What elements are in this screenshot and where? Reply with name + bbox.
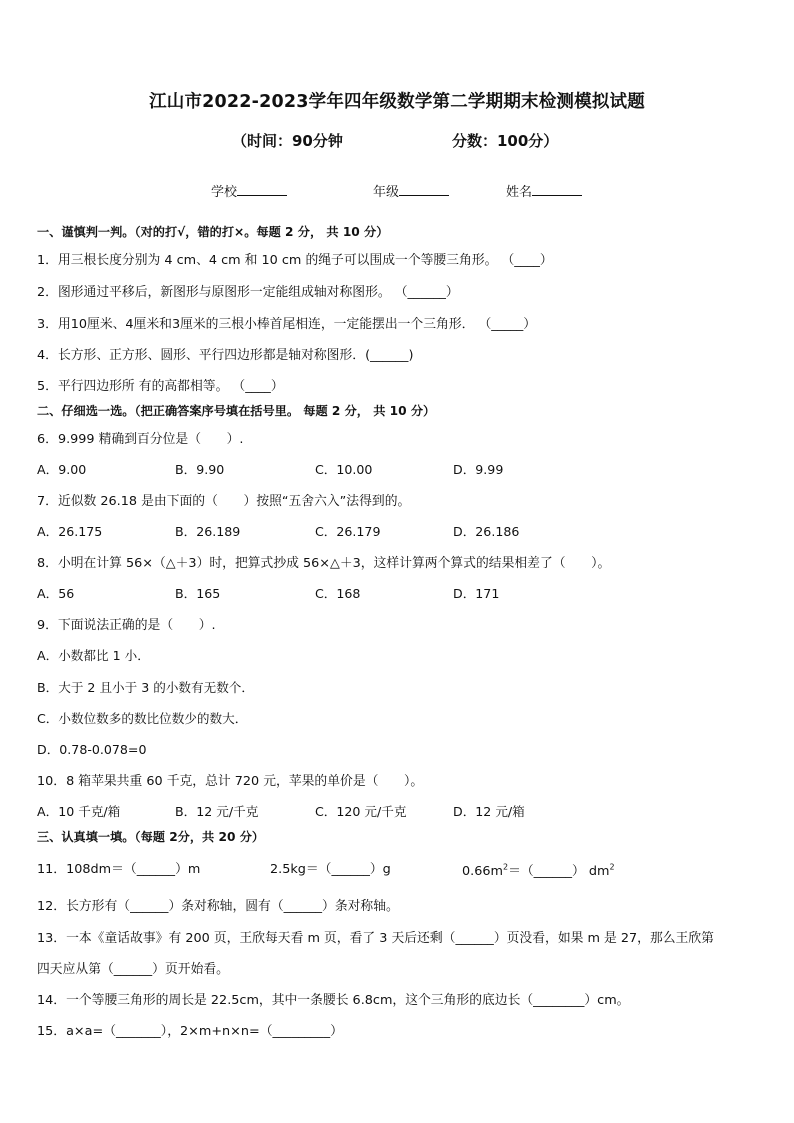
question-3: 3．用10厘米、4厘米和3厘米的三根小棒首尾相连，一定能摆出一个三角形． （_____） [37, 317, 537, 332]
grade-field [373, 181, 449, 200]
name-blank[interactable] [532, 182, 582, 196]
question-8: 8．小明在计算 56×（△＋3）时，把算式抄成 56×△＋3，这样计算两个算式的结果相差了（ ）。 [37, 556, 611, 571]
q6-option-a: A．9.00 [37, 462, 87, 477]
section1-heading: 一、谨慎判一判。（对的打√，错的打×。每题 2 分， 共 10 分） [37, 225, 389, 239]
school-field [211, 181, 287, 200]
q7-option-a: A．26.175 [37, 524, 103, 539]
school-blank[interactable] [237, 182, 287, 196]
question-11c [462, 860, 615, 879]
question-13-line2: 四天应从第（______）页开始看。 [37, 962, 229, 977]
q10-option-b: B．12 元/千克 [175, 804, 259, 819]
q10-option-c: C．120 元/千克 [315, 804, 407, 819]
name-field [506, 181, 582, 200]
question-4: 4．长方形、正方形、圆形、平行四边形都是轴对称图形．(______) [37, 348, 414, 363]
q7-option-b: B．26.189 [175, 524, 241, 539]
question-13-line1: 13．一本《童话故事》有 200 页，王欣每天看 m 页，看了 3 天后还剩（______）页没看，如果 m 是 27，那么王欣第 [37, 931, 714, 946]
question-9: 9．下面说法正确的是（ ）. [37, 618, 216, 633]
q11c-sup-2: 2 [609, 862, 615, 872]
question-2: 2．图形通过平移后，新图形与原图形一定能组成轴对称图形。 （______） [37, 285, 459, 300]
q10-option-a: A．10 千克/箱 [37, 804, 121, 819]
q6-option-b: B．9.90 [175, 462, 225, 477]
q9-option-c: C．小数位数多的数比位数少的数大． [37, 711, 248, 726]
grade-label: 年级 [373, 185, 400, 200]
q7-option-c: C．26.179 [315, 524, 381, 539]
question-5: 5．平行四边形所 有的高都相等。 （____） [37, 379, 284, 394]
q6-option-d: D．9.99 [453, 462, 504, 477]
question-11a: 11．108dm＝（______）m [37, 862, 201, 877]
q7-option-d: D．26.186 [453, 524, 520, 539]
school-label: 学校 [211, 185, 238, 200]
question-7: 7．近似数 26.18 是由下面的（ ）按照“五舍六入”法得到的。 [37, 494, 411, 509]
q11c-sup-1: 2 [502, 862, 509, 872]
question-14: 14．一个等腰三角形的周长是 22.5cm，其中一条腰长 6.8cm，这个三角形的底边长（________）cm。 [37, 993, 630, 1008]
question-12: 12．长方形有（______）条对称轴，圆有（______）条对称轴。 [37, 899, 399, 914]
q8-option-a: A．56 [37, 586, 75, 601]
q9-option-d: D．0.78-0.078=0 [37, 742, 147, 757]
section2-heading: 二、仔细选一选。（把正确答案序号填在括号里。 每题 2 分， 共 10 分） [37, 404, 436, 418]
q8-option-d: D．171 [453, 586, 500, 601]
exam-title: 江山市2022-2023学年四年级数学第二学期期末检测模拟试题 [149, 92, 645, 112]
q8-option-b: B．165 [175, 586, 221, 601]
q6-option-c: C．10.00 [315, 462, 373, 477]
score-label: 分数：100分） [452, 132, 559, 150]
q9-option-b: B．大于 2 且小于 3 的小数有无数个． [37, 680, 254, 695]
q10-option-d: D．12 元/箱 [453, 804, 525, 819]
question-11b: 2.5kg＝（______）g [270, 862, 391, 877]
q11c-prefix: 0.66m [462, 864, 503, 879]
time-label: （时间：90分钟 [232, 132, 343, 150]
name-label: 姓名 [506, 185, 533, 200]
q9-option-a: A．小数都比 1 小． [37, 648, 150, 663]
grade-blank[interactable] [399, 182, 449, 196]
question-15: 15．a×a=（_______），2×m+n×n=（_________） [37, 1024, 343, 1039]
q8-option-c: C．168 [315, 586, 361, 601]
section3-heading: 三、认真填一填。（每题 2分，共 20 分） [37, 830, 265, 844]
question-6: 6．9.999 精确到百分位是（ ）. [37, 432, 244, 447]
question-10: 10．8 箱苹果共重 60 千克，总计 720 元，苹果的单价是（ ）。 [37, 774, 424, 789]
q11c-middle: ＝（______） dm [508, 864, 610, 879]
question-1: 1．用三根长度分别为 4 cm、4 cm 和 10 cm 的绳子可以围成一个等腰三角形。 （____） [37, 253, 553, 268]
